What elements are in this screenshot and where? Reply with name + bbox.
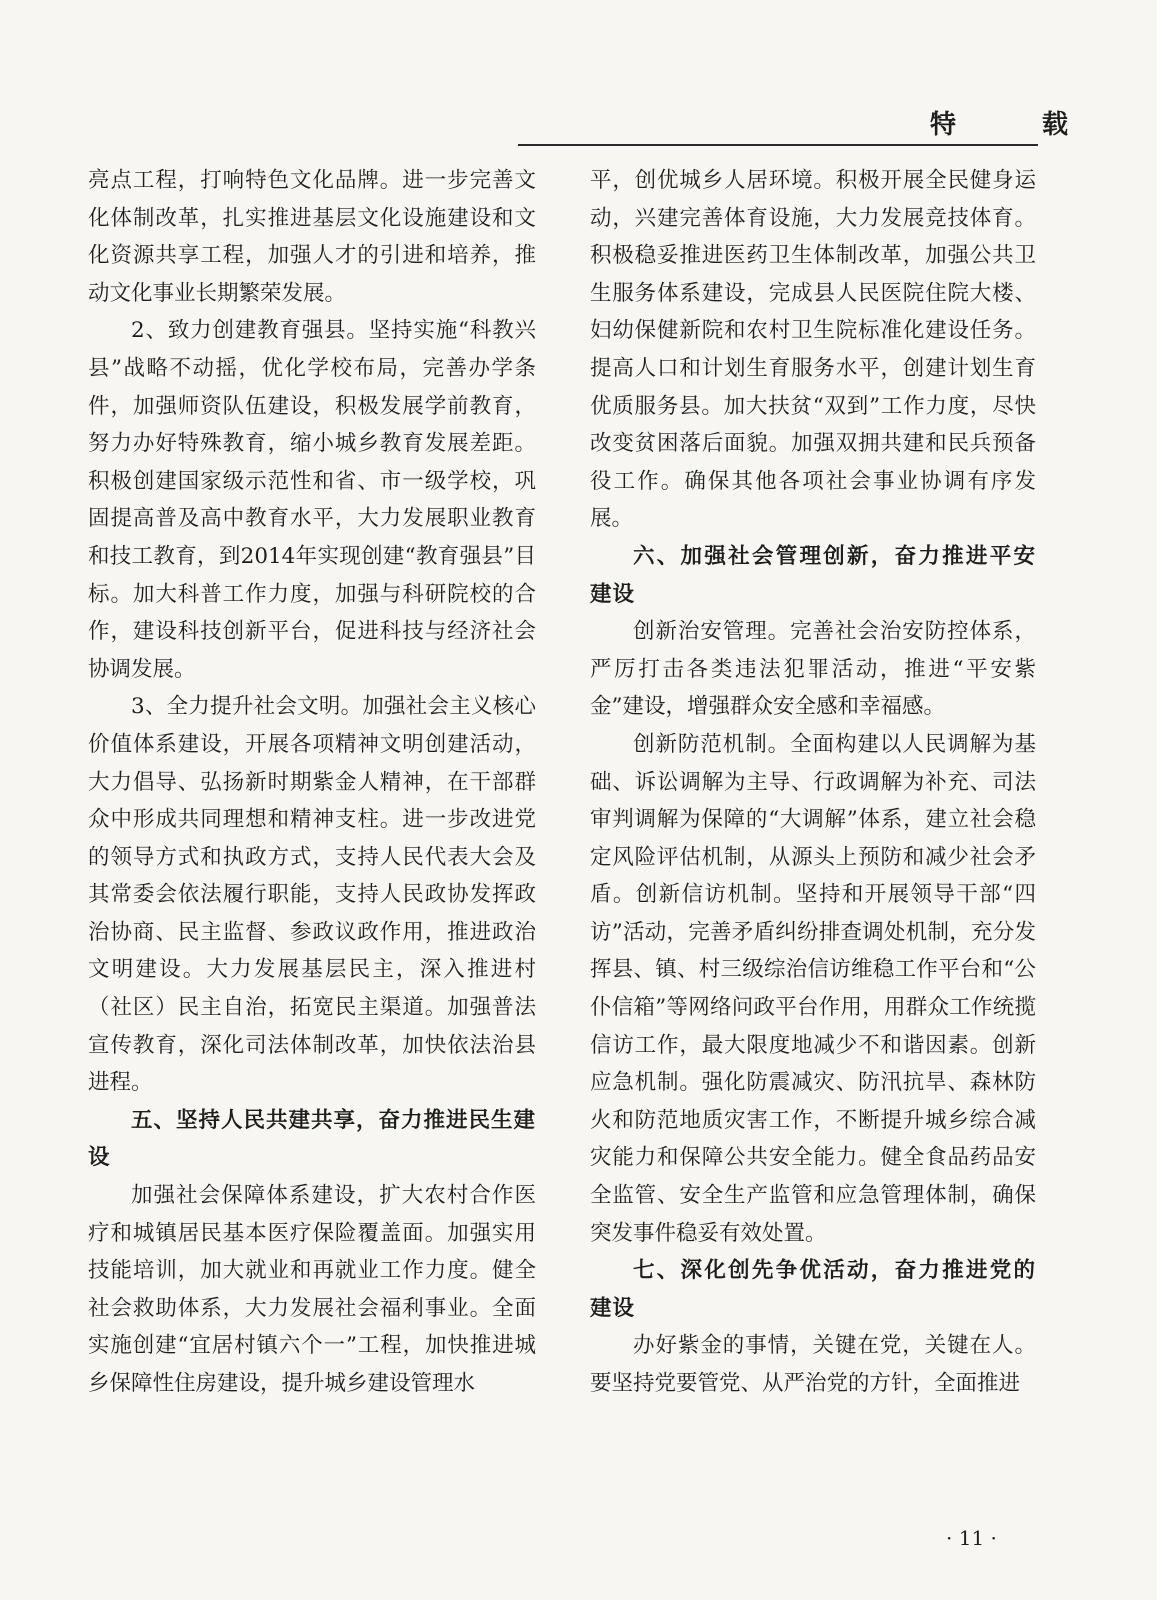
right-column: [590, 162, 1036, 1403]
paragraph: 平，创优城乡人居环境。积极开展全民健身运动，兴建完善体育设施，大力发展竞技体育。积极稳妥推进医药卫生体制改革，加强公共卫生服务体系建设，完成县人民医院住院大楼、妇幼保健新院和农村卫生院标准化建设任务。提高人口和计划生育服务水平，创建计划生育优质服务县。加大扶贫“双到”工作力度，尽快改变贫困落后面貌。加强双拥共建和民兵预备役工作。确保其他各项社会事业协调有序发展。: [590, 168, 1036, 532]
page-header-title: 特 载: [930, 110, 1099, 140]
left-column: [88, 162, 536, 1403]
section-heading: 六、加强社会管理创新，奋力推进平安建设: [590, 543, 1036, 607]
paragraph: 亮点工程，打响特色文化品牌。进一步完善文化体制改革，扎实推进基层文化设施建设和文化资源共享工程，加强人才的引进和培养，推动文化事业长期繁荣发展。: [88, 168, 536, 306]
paragraph: 加强社会保障体系建设，扩大农村合作医疗和城镇居民基本医疗保险覆盖面。加强实用技能培训，加大就业和再就业工作力度。健全社会救助体系，大力发展社会福利事业。全面实施创建“宜居村镇六个一”工程，加快推进城乡保障性住房建设，提升城乡建设管理水: [88, 1183, 536, 1396]
section-heading: 七、深化创先争优活动，奋力推进党的建设: [590, 1258, 1036, 1321]
paragraph: 3、全力提升社会文明。加强社会主义核心价值体系建设，开展各项精神文明创建活动，大力倡导、弘扬新时期紫金人精神，在干部群众中形成共同理想和精神支柱。进一步改进党的领导方式和执政方式，支持人民代表大会及其常委会依法履行职能，支持人民政协发挥政治协商、民主监督、参政议政作用，推进政治文明建设。大力发展基层民主，深入推进村（社区）民主自治，拓宽民主渠道。加强普法宣传教育，深化司法体制改革，加快依法治县进程。: [88, 694, 536, 1096]
page-number: · 11 ·: [946, 1526, 997, 1550]
paragraph: 创新治安管理。完善社会治安防控体系，严厉打击各类违法犯罪活动，推进“平安紫金”建设，增强群众安全感和幸福感。: [590, 619, 1036, 720]
header-rule: [518, 144, 1038, 146]
paragraph: 2、致力创建教育强县。坚持实施“科教兴县”战略不动摇，优化学校布局，完善办学条件，加强师资队伍建设，积极发展学前教育，努力办好特殊教育，缩小城乡教育发展差距。积极创建国家级示范性和省、市一级学校，巩固提高普及高中教育水平，大力发展职业教育和技工教育，到2014年实现创建“教育强县”目标。加大科普工作力度，加强与科研院校的合作，建设科技创新平台，促进科技与经济社会协调发展。: [88, 318, 536, 682]
section-heading: 五、坚持人民共建共享，奋力推进民生建设: [88, 1107, 537, 1171]
paragraph: 办好紫金的事情，关键在党，关键在人。要坚持党要管党、从严治党的方针，全面推进: [590, 1333, 1036, 1396]
paragraph: 创新防范机制。全面构建以人民调解为基础、诉讼调解为主导、行政调解为补充、司法审判调解为保障的“大调解”体系，建立社会稳定风险评估机制，从源头上预防和减少社会矛盾。创新信访机制。坚持和开展领导干部“四访”活动，完善矛盾纠纷排查调处机制，充分发挥县、镇、村三级综治信访维稳工作平台和“公仆信箱”等网络问政平台作用，用群众工作统揽信访工作，最大限度地减少不和谐因素。创新应急机制。强化防震减灾、防汛抗旱、森林防火和防范地质灾害工作，不断提升城乡综合减灾能力和保障公共安全能力。健全食品药品安全监管、安全生产监管和应急管理体制，确保突发事件稳妥有效处置。: [590, 731, 1036, 1246]
